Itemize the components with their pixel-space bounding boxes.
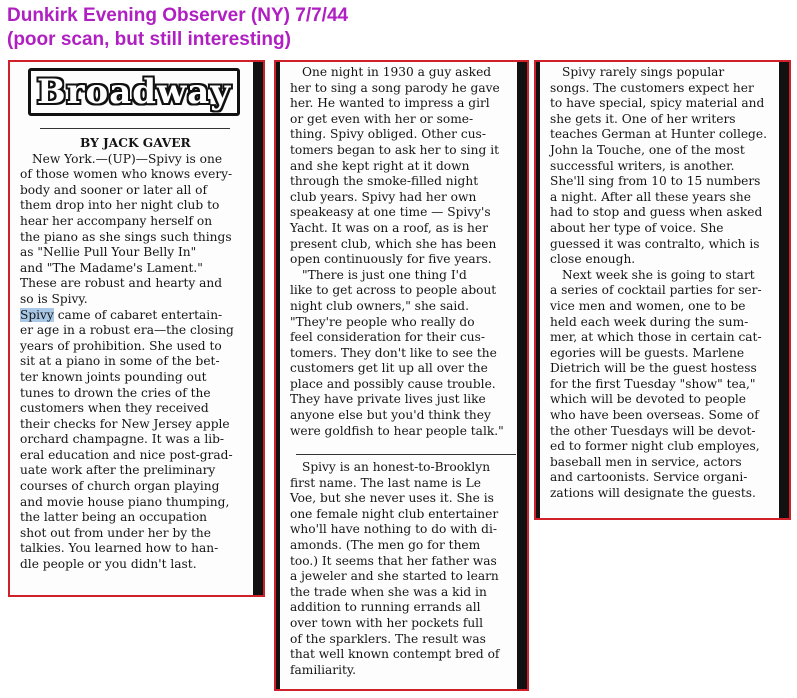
text-line: and she kept right at it down bbox=[290, 158, 470, 173]
text-line: who'll have nothing to do with di- bbox=[290, 522, 497, 537]
text-line: familiarity. bbox=[290, 662, 357, 677]
text-line: a night. After all these years she bbox=[550, 189, 751, 204]
text-line: open continuously for five years. bbox=[290, 252, 492, 267]
text-line: uate work after the preliminary bbox=[20, 463, 216, 478]
text-line: night club owners," she said. bbox=[290, 298, 469, 313]
text-line: had to stop and guess when asked bbox=[550, 205, 763, 220]
text-line: One night in 1930 a guy asked bbox=[302, 65, 492, 79]
text-line: talkies. You learned how to han- bbox=[20, 541, 219, 556]
text-line: tunes to drown the cries of the bbox=[20, 385, 211, 400]
text-line: club years. Spivy had her own bbox=[290, 189, 477, 204]
text-line: speakeasy at one time — Spivy's bbox=[290, 205, 491, 220]
text-line: that well known contempt bred of bbox=[290, 647, 500, 662]
clipping-column-1 bbox=[8, 60, 265, 597]
text-line: first name. The last name is Le bbox=[290, 475, 481, 490]
scan-edge-left bbox=[276, 62, 280, 689]
text-line: place and possibly cause trouble. bbox=[290, 376, 496, 391]
byline: BY JACK GAVER bbox=[80, 136, 191, 150]
text-line: too.) It seems that her father was bbox=[290, 553, 497, 568]
text-line: These are robust and hearty and bbox=[20, 276, 223, 291]
column-1-line: came of cabaret entertain- bbox=[57, 307, 223, 322]
text-line: a jeweler and she started to learn bbox=[290, 569, 499, 584]
highlighted-word: Spivy bbox=[20, 307, 54, 322]
column-2-paragraph-1 bbox=[290, 65, 519, 439]
text-line: "There is just one thing I'd bbox=[302, 267, 467, 282]
clipping-column-2 bbox=[274, 60, 529, 691]
text-line: She'll sing from 10 to 15 numbers bbox=[550, 174, 761, 189]
text-line: They have private lives just like bbox=[290, 392, 486, 407]
text-line: tomers. They don't like to see the bbox=[290, 345, 497, 360]
text-line: about her type of voice. She bbox=[550, 220, 724, 235]
text-line: Spivy is an honest-to-Brooklyn bbox=[302, 460, 491, 474]
text-line: Spivy rarely sings popular bbox=[562, 65, 725, 79]
text-line: which will be devoted to people bbox=[550, 392, 747, 407]
text-line: baseball men in service, actors bbox=[550, 454, 742, 469]
text-line: the other Tuesdays will be devot- bbox=[550, 423, 756, 438]
text-line: years of prohibition. She used to bbox=[20, 338, 222, 353]
caption-note: (poor scan, but still interesting) bbox=[7, 29, 291, 50]
text-line: the piano as she sings such things bbox=[20, 229, 232, 244]
section-rule bbox=[296, 454, 516, 455]
text-line: dle people or you didn't last. bbox=[20, 557, 197, 572]
scan-edge bbox=[517, 62, 527, 689]
column-2-text bbox=[290, 65, 519, 439]
column-1-text bbox=[20, 136, 255, 573]
text-line: as "Nellie Pull Your Belly In" bbox=[20, 245, 197, 260]
text-line: customers get lit up all over the bbox=[290, 361, 488, 376]
scan-caption bbox=[7, 4, 348, 52]
text-line: were goldfish to hear people talk." bbox=[290, 423, 504, 438]
scan-edge bbox=[779, 62, 789, 518]
column-2-text-2 bbox=[290, 460, 519, 678]
text-line: thing. Spivy obliged. Other cus- bbox=[290, 127, 486, 142]
text-line: one female night club entertainer bbox=[290, 506, 499, 521]
text-line: she gets it. One of her writers bbox=[550, 111, 736, 126]
text-line: and cartoonists. Service organi- bbox=[550, 470, 748, 485]
caption-title: Dunkirk Evening Observer (NY) 7/7/44 bbox=[7, 5, 349, 26]
text-line: John la Touche, one of the most bbox=[550, 142, 745, 157]
text-line: Next week she is going to start bbox=[562, 267, 755, 282]
text-line: ter known joints pounding out bbox=[20, 369, 207, 384]
text-line: and movie house piano thumping, bbox=[20, 494, 230, 509]
column-1-paragraph-2 bbox=[20, 323, 255, 573]
text-line: successful writers, is another. bbox=[550, 158, 735, 173]
text-line: addition to running errands all bbox=[290, 600, 481, 615]
masthead-rule bbox=[40, 128, 230, 129]
text-line: or get even with her or some- bbox=[290, 111, 474, 126]
column-2-paragraph-2 bbox=[290, 460, 519, 678]
text-line: her to sing a song parody he gave bbox=[290, 80, 500, 95]
text-line: over town with her pockets full bbox=[290, 615, 483, 630]
text-line: their checks for New Jersey apple bbox=[20, 416, 230, 431]
text-line: customers when they received bbox=[20, 401, 209, 416]
text-line: like to get across to people about bbox=[290, 283, 497, 298]
text-line: "They're people who really do bbox=[290, 314, 475, 329]
column-1-paragraph-1 bbox=[20, 152, 255, 308]
text-line: shot out from under her by the bbox=[20, 525, 211, 540]
text-line: vice men and women, one to be bbox=[550, 298, 746, 313]
text-line: Yacht. It was on a roof, as is her bbox=[290, 220, 488, 235]
text-line: and "The Madame's Lament." bbox=[20, 260, 203, 275]
text-line: eral education and nice post-grad- bbox=[20, 447, 233, 462]
text-line: so is Spivy. bbox=[20, 291, 88, 306]
text-line: mer, at which those in certain cat- bbox=[550, 330, 762, 345]
text-line: hear her accompany herself on bbox=[20, 213, 213, 228]
text-line: amonds. (The men go for them bbox=[290, 537, 481, 552]
text-line: anyone else but you'd think they bbox=[290, 408, 491, 423]
text-line: body and sooner or later all of bbox=[20, 182, 207, 197]
text-line: ed to former night club employes, bbox=[550, 439, 760, 454]
clipping-column-3 bbox=[534, 60, 791, 520]
text-line: who have been overseas. Some of bbox=[550, 408, 759, 423]
text-line: Dietrich will be the guest hostess bbox=[550, 361, 757, 376]
text-line: feel consideration for their cus- bbox=[290, 330, 485, 345]
text-line: courses of church organ playing bbox=[20, 479, 220, 494]
column-3-paragraph bbox=[550, 65, 781, 502]
text-line: teaches German at Hunter college. bbox=[550, 127, 767, 142]
text-line: a series of cocktail parties for ser- bbox=[550, 283, 762, 298]
text-line: tomers began to ask her to sing it bbox=[290, 142, 499, 157]
column-1-highlight-line bbox=[20, 308, 255, 324]
column-3-text bbox=[550, 65, 781, 502]
scan-edge bbox=[253, 62, 263, 595]
text-line: held each week during the sum- bbox=[550, 314, 749, 329]
text-line: orchard champagne. It was a lib- bbox=[20, 432, 225, 447]
text-line: to have special, spicy material and bbox=[550, 96, 765, 111]
text-line: close enough. bbox=[550, 252, 636, 267]
text-line: the trade when she was a kid in bbox=[290, 584, 487, 599]
text-line: through the smoke-filled night bbox=[290, 174, 479, 189]
text-line: present club, which she has been bbox=[290, 236, 497, 251]
text-line: her. He wanted to impress a girl bbox=[290, 96, 490, 111]
text-line: songs. The customers expect her bbox=[550, 80, 754, 95]
text-line: of the sparklers. The result was bbox=[290, 631, 486, 646]
scan-edge-left bbox=[536, 62, 540, 518]
text-line: for the first Tuesday "show" tea," bbox=[550, 376, 756, 391]
text-line: zations will designate the guests. bbox=[550, 486, 756, 501]
text-line: sit at a piano in some of the bet- bbox=[20, 354, 220, 369]
text-line: of those women who knows every- bbox=[20, 167, 233, 182]
text-line: Voe, but she never uses it. She is bbox=[290, 491, 494, 506]
broadway-masthead: Broadway bbox=[28, 68, 240, 116]
text-line: guessed it was contralto, which is bbox=[550, 236, 760, 251]
text-line: egories will be guests. Marlene bbox=[550, 345, 745, 360]
text-line: them drop into her night club to bbox=[20, 198, 220, 213]
text-line: New York.—(UP)—Spivy is one bbox=[32, 151, 223, 166]
text-line: the latter being an occupation bbox=[20, 510, 208, 525]
text-line: er age in a robust era—the closing bbox=[20, 323, 234, 338]
